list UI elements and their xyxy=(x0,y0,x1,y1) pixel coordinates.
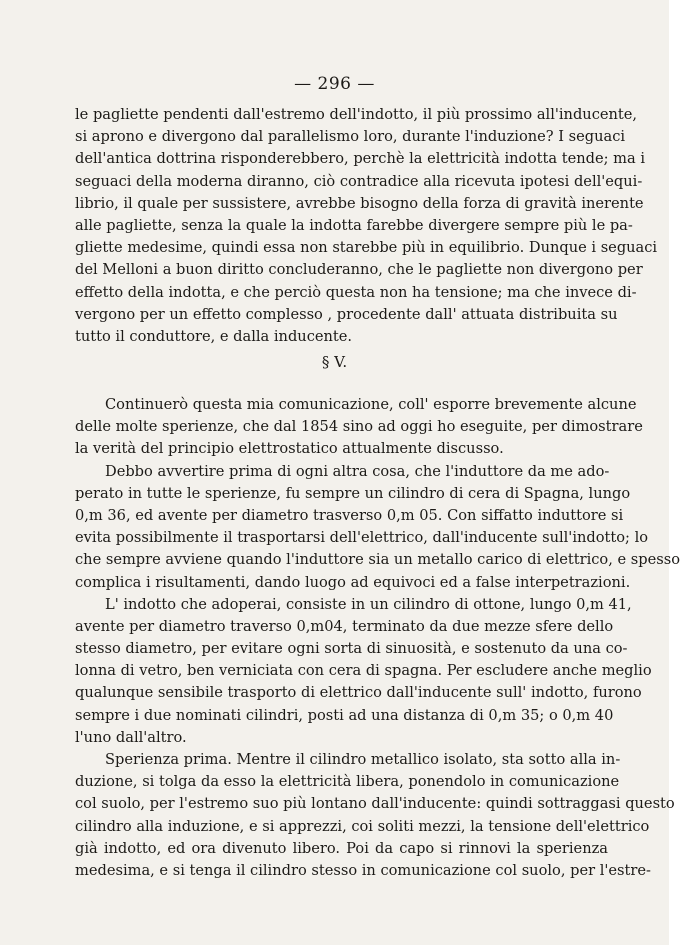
text-line: duzione, si tolga da esso la elettricità libera, ponendolo in comunicazione xyxy=(75,773,620,791)
text-line: qualunque sensibile trasporto di elettrico dall'inducente sull' indotto, furono xyxy=(75,684,642,702)
text-line: stesso diametro, per evitare ogni sorta di sinuosità, e sostenuto da una co- xyxy=(75,640,628,658)
text-line: del Melloni a buon diritto concluderanno, che le pagliette non divergono per xyxy=(75,261,643,279)
text-line: effetto della indotta, e che perciò questa non ha tensione; ma che invece di- xyxy=(75,283,637,301)
text-line: Continuerò questa mia comunicazione, coll' esporre brevemente alcune xyxy=(105,396,637,413)
text-line: si aprono e divergono dal parallelismo loro, durante l'induzione? I seguaci xyxy=(75,128,626,146)
text-line: delle molte sperienze, che dal 1854 sino ad oggi ho eseguite, per dimostrare xyxy=(75,418,643,436)
text-line: vergono per un effetto complesso , procedente dall' attuata distribuita su xyxy=(75,305,618,323)
text-line: perato in tutte le sperienze, fu sempre un cilindro di cera di Spagna, lungo xyxy=(75,484,631,502)
text-line: 0,m 36, ed avente per diametro trasverso 0,m 05. Con siffatto induttore si xyxy=(75,506,624,524)
text-line: L' indotto che adoperai, consiste in un cilindro di ottone, lungo 0,m 41, xyxy=(105,595,632,613)
text-line: lonna di vetro, ben verniciata con cera di spagna. Per escludere anche meglio xyxy=(75,662,652,680)
text-line: Debbo avvertire prima di ogni altra cosa, che l'induttore da me ado- xyxy=(105,462,610,480)
text-line: medesima, e si tenga il cilindro stesso in comunicazione col suolo, per l'estre- xyxy=(75,861,651,879)
text-line: complica i risultamenti, dando luogo ad equivoci ed a false interpetrazioni. xyxy=(75,573,631,591)
page-number: — 296 — xyxy=(294,74,375,94)
text-line: avente per diametro traverso 0,m04, terminato da due mezze sfere dello xyxy=(75,617,614,635)
section-body xyxy=(75,394,680,882)
text-line: già indotto, ed ora divenuto libero. Poi da capo si rinnovi la sperienza xyxy=(75,839,608,857)
text-line: sempre i due nominati cilindri, posti ad una distanza di 0,m 35; o 0,m 40 xyxy=(75,706,614,724)
text-line: tutto il conduttore, e dalla inducente. xyxy=(75,327,353,345)
paragraph-continuation xyxy=(75,104,658,348)
text-line: che sempre avviene quando l'induttore sia un metallo carico di elettrico, e spesso xyxy=(75,551,680,569)
text-line: evita possibilmente il trasportarsi dell'elettrico, dall'inducente sull'indotto; lo xyxy=(75,529,649,547)
text-line: col suolo, per l'estremo suo più lontano dall'inducente: quindi sottraggasi questo xyxy=(75,795,675,813)
text-line: Sperienza prima. Mentre il cilindro metallico isolato, sta sotto alla in- xyxy=(105,751,621,768)
text-line: cilindro alla induzione, e si apprezzi, coi soliti mezzi, la tensione dell'elettrico xyxy=(75,817,650,835)
text-line: la verità del principio elettrostatico attualmente discusso. xyxy=(75,440,504,458)
text-line: alle pagliette, senza la quale la indotta farebbe divergere sempre più le pa- xyxy=(75,216,633,234)
text-line: seguaci della moderna diranno, ciò contradice alla ricevuta ipotesi dell'equi- xyxy=(75,172,643,190)
text-line: l'uno dall'altro. xyxy=(75,728,187,746)
text-line: le pagliette pendenti dall'estremo dell'indotto, il più prossimo all'inducente, xyxy=(75,106,638,123)
text-line: dell'antica dottrina risponderebbero, perchè la elettricità indotta tende; ma i xyxy=(75,150,646,168)
section-heading: § V. xyxy=(321,353,348,371)
text-line: librio, il quale per sussistere, avrebbe bisogno della forza di gravità inerente xyxy=(75,194,644,212)
text-line: gliette medesime, quindi essa non starebbe più in equilibrio. Dunque i seguaci xyxy=(75,239,658,257)
